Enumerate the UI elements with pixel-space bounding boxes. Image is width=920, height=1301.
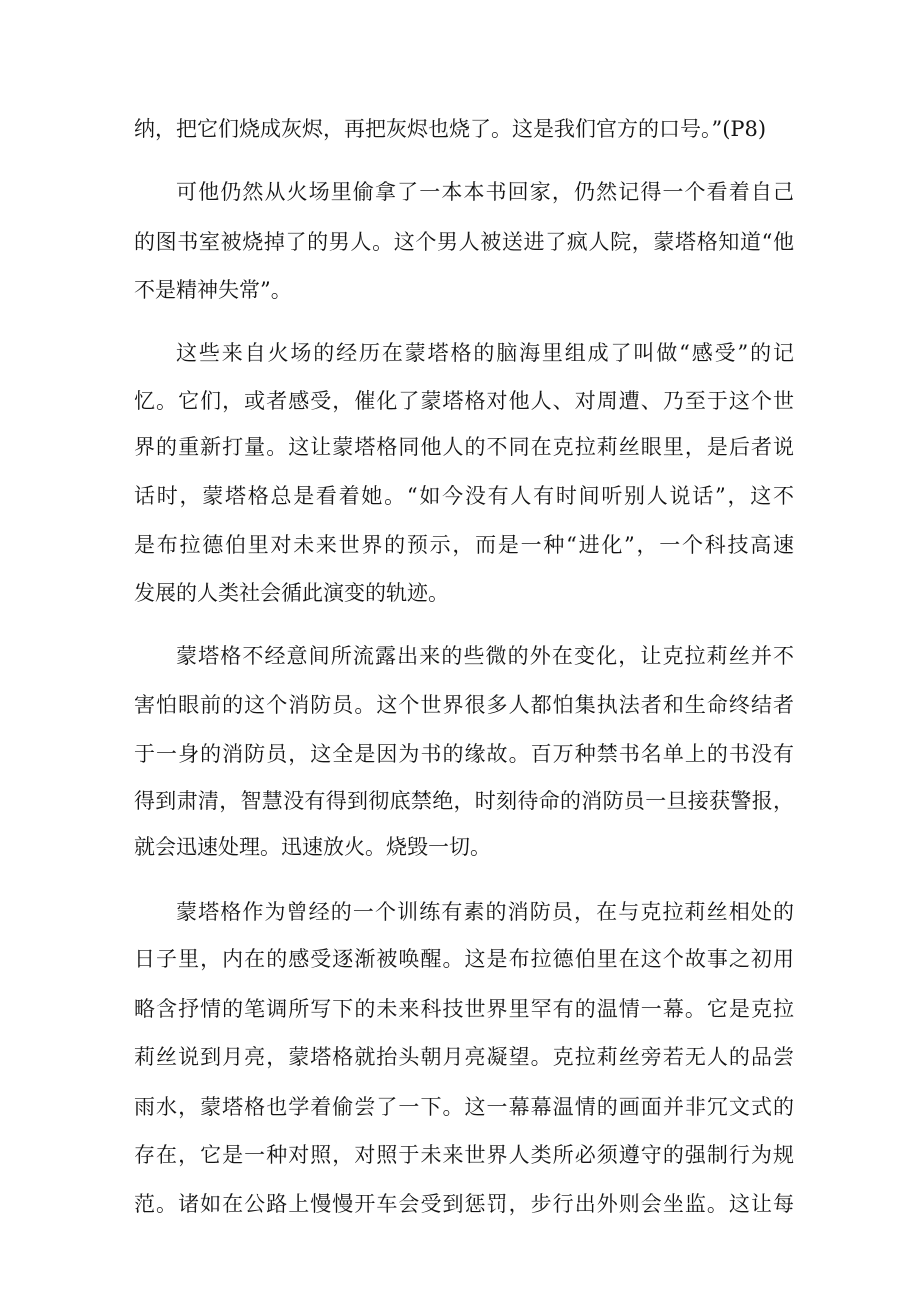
- paragraph-3-line-5: 就会迅速处理。迅速放火。烧毁一切。: [134, 835, 491, 859]
- paragraph-2-line-6: 发展的人类社会循此演变的轨迹。: [134, 581, 449, 605]
- paragraph-2-line-3: 界的重新打量。这让蒙塔格同他人的不同在克拉莉丝眼里，是后者说: [134, 435, 794, 459]
- paragraph-3-line-1: 蒙塔格不经意间所流露出来的些微的外在变化，让克拉莉丝并不: [176, 644, 794, 668]
- paragraph-2-line-4: 话时，蒙塔格总是看着她。“如今没有人有时间听别人说话”，这不: [134, 484, 794, 508]
- paragraph-1-line-1: 可他仍然从火场里偷拿了一本本书回家，仍然记得一个看着自己: [176, 180, 794, 204]
- paragraph-4-line-3: 略含抒情的笔调所写下的未来科技世界里罕有的温情一幕。它是克拉: [134, 997, 794, 1021]
- paragraph-4-line-7: 范。诸如在公路上慢慢开车会受到惩罚，步行出外则会坐监。这让每: [134, 1192, 794, 1216]
- paragraph-2-line-5: 是布拉德伯里对未来世界的预示，而是一种“进化”，一个科技高速: [134, 533, 794, 557]
- paragraph-2-line-1: 这些来自火场的经历在蒙塔格的脑海里组成了叫做“感受”的记: [176, 341, 794, 365]
- paragraph-1-line-2: 的图书室被烧掉了的男人。这个男人被送进了疯人院，蒙塔格知道“他: [134, 230, 794, 254]
- paragraph-3-line-4: 得到肃清，智慧没有得到彻底禁绝，时刻待命的消防员一旦接获警报，: [134, 789, 794, 813]
- paragraph-3-line-2: 害怕眼前的这个消防员。这个世界很多人都怕集执法者和生命终结者: [134, 693, 794, 717]
- paragraph-4-line-5: 雨水，蒙塔格也学着偷尝了一下。这一幕幕温情的画面并非冗文式的: [134, 1095, 794, 1119]
- paragraph-4-line-1: 蒙塔格作为曾经的一个训练有素的消防员，在与克拉莉丝相处的: [176, 900, 794, 924]
- paragraph-4-line-6: 存在，它是一种对照，对照于未来世界人类所必须遵守的强制行为规: [134, 1143, 794, 1167]
- paragraph-3-line-3: 于一身的消防员，这全是因为书的缘故。百万种禁书名单上的书没有: [134, 742, 794, 766]
- paragraph-2-line-2: 忆。它们，或者感受，催化了蒙塔格对他人、对周遭、乃至于这个世: [134, 389, 794, 413]
- paragraph-4-line-2: 日子里，内在的感受逐渐被唤醒。这是布拉德伯里在这个故事之初用: [134, 947, 794, 971]
- paragraph-0-line-1: 纳，把它们烧成灰烬，再把灰烬也烧了。这是我们官方的口号。”(P8): [134, 117, 767, 141]
- paragraph-4-line-4: 莉丝说到月亮，蒙塔格就抬头朝月亮凝望。克拉莉丝旁若无人的品尝: [134, 1045, 794, 1069]
- paragraph-1-line-3: 不是精神失常”。: [134, 278, 292, 302]
